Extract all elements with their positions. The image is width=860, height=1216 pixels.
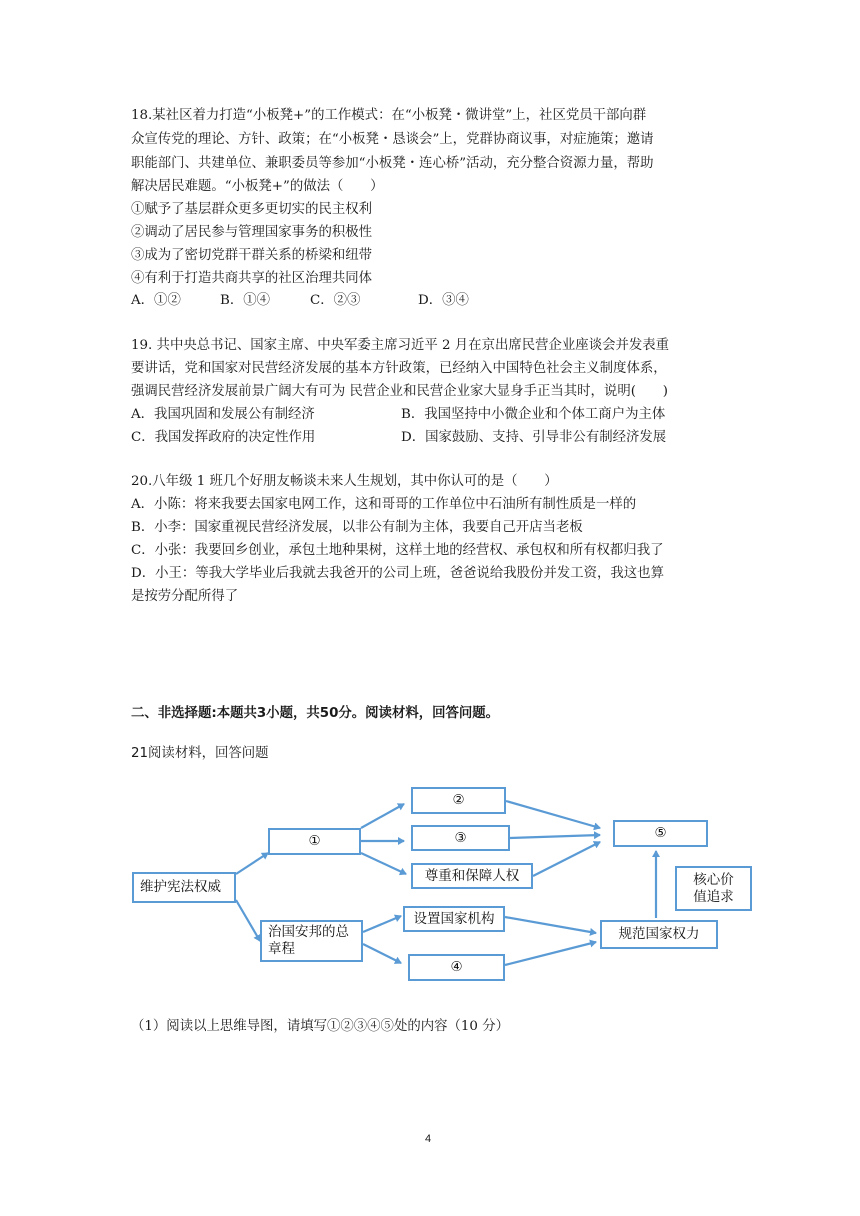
node-human-rights: 尊重和保障人权 <box>411 863 533 889</box>
q19-option-d: D．国家鼓励、支持、引导非公有制经济发展 <box>401 430 667 445</box>
q18-option-b: B．①④ <box>220 293 271 308</box>
q19-line: 19. 共中央总书记、国家主席、中央军委主席习近平 2 月在京出席民营企业座谈会并发表重 <box>131 338 670 353</box>
arrow <box>533 842 600 876</box>
q19-option-b: B．我国坚持中小微企业和个体工商户为主体 <box>401 407 666 422</box>
q18-statement: ③成为了密切党群干群关系的桥梁和纽带 <box>131 248 373 263</box>
q20-option-d: D．小王：等我大学毕业后我就去我爸开的公司上班，爸爸说给我股份并发工资，我这也算 <box>131 566 664 581</box>
node-4: ④ <box>408 954 505 981</box>
arrow <box>363 944 401 963</box>
q21-subquestion-1: （1）阅读以上思维导图，请填写①②③④⑤处的内容（10 分） <box>131 1019 509 1034</box>
q20-option-b: B．小李：国家重视民营经济发展，以非公有制为主体，我要自己开店当老板 <box>131 520 583 535</box>
q19-option-a: A．我国巩固和发展公有制经济 <box>131 407 315 422</box>
node-5: ⑤ <box>613 820 708 847</box>
node-3: ③ <box>411 825 510 851</box>
q20-option-d-cont: 是按劳分配所得了 <box>131 589 239 604</box>
q18-line: 众宣传党的理论、方针、政策；在“小板凳・恳谈会”上，党群协商议事，对症施策；邀请 <box>131 132 654 147</box>
q20-option-c: C．小张：我要回乡创业，承包土地种果树，这样土地的经营权、承包权和所有权都归我了 <box>131 543 664 558</box>
arrow <box>510 835 600 838</box>
node-1: ① <box>268 828 361 855</box>
q18-line: 职能部门、共建单位、兼职委员等参加“小板凳・连心桥”活动，充分整合资源力量，帮助 <box>131 156 654 171</box>
arrow <box>506 801 600 828</box>
arrow <box>236 900 260 941</box>
q18-statement: ①赋予了基层群众更多更切实的民主权利 <box>131 202 373 217</box>
arrow <box>236 853 268 874</box>
q18-statement: ②调动了居民参与管理国家事务的积极性 <box>131 225 373 240</box>
q20-option-a: A．小陈：将来我要去国家电网工作，这和哥哥的工作单位中石油所有制性质是一样的 <box>131 497 637 512</box>
arrow <box>505 942 596 965</box>
q18-statement: ④有利于打造共商共享的社区治理共同体 <box>131 271 373 286</box>
q18-option-d: D．③④ <box>418 293 469 308</box>
q20-line: 20.八年级 1 班几个好朋友畅谈未来人生规划，其中你认可的是（ ） <box>131 474 558 489</box>
arrow <box>361 804 404 828</box>
arrow <box>361 853 406 874</box>
q18-line: 解决居民难题。“小板凳+”的做法（ ） <box>131 179 384 194</box>
node-organs: 设置国家机构 <box>403 906 505 932</box>
section-heading: 二、非选择题:本题共3小题，共50分。阅读材料，回答问题。 <box>131 706 500 721</box>
q18-option-c: C．②③ <box>310 293 361 308</box>
q19-line: 强调民营经济发展前景广阔大有可为 民营企业和民营企业家大显身手正当其时，说明( ) <box>131 384 668 399</box>
q18-line: 18.某社区着力打造“小板凳+”的工作模式：在“小板凳・微讲堂”上，社区党员干部向群 <box>131 108 647 123</box>
node-core-value: 核心价值追求 <box>675 866 752 911</box>
q19-option-c: C．我国发挥政府的决定性作用 <box>131 430 316 445</box>
node-charter: 治国安邦的总章程 <box>260 920 363 962</box>
q21-intro: 21阅读材料，回答问题 <box>131 746 269 761</box>
q19-line: 要讲话，党和国家对民营经济发展的基本方针政策，已经纳入中国特色社会主义制度体系， <box>131 361 667 376</box>
node-2: ② <box>411 787 506 814</box>
node-regulate-power: 规范国家权力 <box>600 920 718 949</box>
node-root: 维护宪法权威 <box>132 872 236 903</box>
arrow <box>505 917 596 933</box>
q18-option-a: A．①② <box>131 293 181 308</box>
page-number: 4 <box>425 1133 432 1145</box>
arrow <box>363 916 401 932</box>
